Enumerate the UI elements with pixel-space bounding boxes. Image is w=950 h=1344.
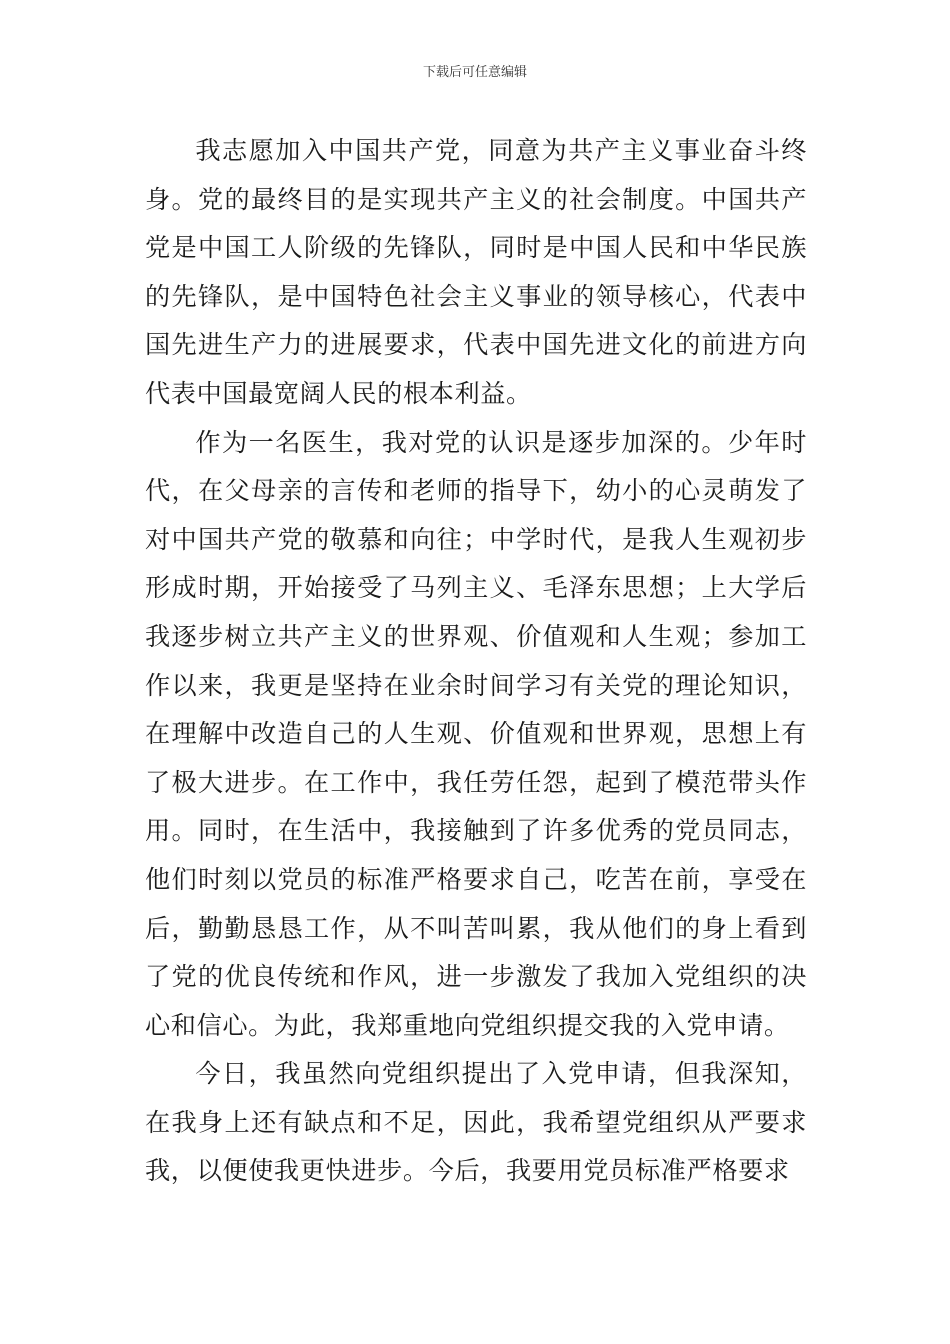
paragraph-3: 今日，我虽然向党组织提出了入党申请，但我深知，在我身上还有缺点和不足，因此，我希望党组织从严要求我，以便使我更快进步。今后，我要用党员标准严格要求	[145, 1059, 807, 1186]
header-note: 下载后可任意编辑	[422, 65, 527, 80]
paragraph-2: 作为一名医生，我对党的认识是逐步加深的。少年时代，在父母亲的言传和老师的指导下，幼小的心灵萌发了对中国共产党的敬慕和向往；中学时代，是我人生观初步形成时期，开始接受了马列主义、毛泽东思想；上大学后我逐步树立共产主义的世界观、价值观和人生观；参加工作以来，我更是坚持在业余时间学习有关党的理论知识，在理解中改造自己的人生观、价值观和世界观，思想上有了极大进步。在工作中，我任劳任怨，起到了模范带头作用。同时，在生活中，我接触到了许多优秀的党员同志，他们时刻以党员的标准严格要求自己，吃苦在前，享受在后，勤勤恳恳工作，从不叫苦叫累，我从他们的身上看到了党的优良传统和作风，进一步激发了我加入党组织的决心和信心。为此，我郑重地向党组织提交我的入党申请。	[145, 427, 807, 1040]
paragraph-1: 我志愿加入中国共产党，同意为共产主义事业奋斗终身。党的最终目的是实现共产主义的社会制度。中国共产党是中国工人阶级的先锋队，同时是中国人民和中华民族的先锋队，是中国特色社会主义事业的领导核心，代表中国先进生产力的进展要求，代表中国先进文化的前进方向代表中国最宽阔人民的根本利益。	[145, 136, 807, 408]
document-body	[145, 127, 807, 1196]
